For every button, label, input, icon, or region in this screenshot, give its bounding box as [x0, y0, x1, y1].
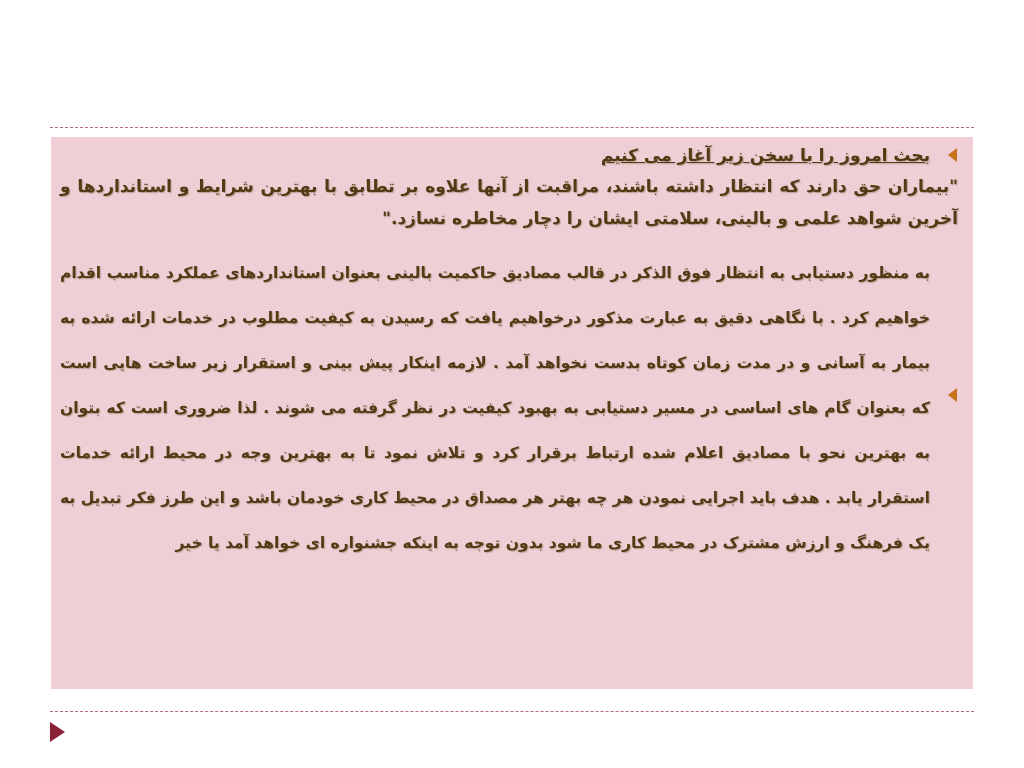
play-triangle-icon[interactable] [50, 722, 65, 742]
bullet-item-body [60, 251, 962, 566]
body-paragraph: به منظور دستیابی به انتظار فوق الذکر در قالب مصادیق حاکمیت بالینی بعنوان استانداردهای عملکرد مناسب اقدام خواهیم کرد . با نگاهی دقیق به عبارت مذکور درخواهیم یافت که رسیدن به کیفیت مطلوب در خدمات ارائه شده به بیمار به آسانی و در مدت زمان کوتاه بدست نخواهد آمد . لازمه اینکار پیش بینی و استقرار زیر ساخت هایی است که بعنوان گام های اساسی در مسیر دستیابی به بهبود کیفیت در نظر گرفته می شوند . لذا ضروری است که بتوان به بهترین نحو با مصادیق اعلام شده ارتباط برقرار کرد و تلاش نمود تا به بهترین وجه در محیط ارائه خدمات استقرار یابد . هدف باید اجرایی نمودن هر چه بهتر هر مصداق در محیط کاری خودمان باشد و این طرز فکر تبدیل به یک فرهنگ و ارزش مشترک در محیط کاری ما شود بدون توجه به اینکه جشنواره ای خواهد آمد یا خیر [60, 264, 930, 552]
top-divider [50, 127, 974, 128]
quote-text: "بیماران حق دارند که انتظار داشته باشند، مراقبت از آنها علاوه بر تطابق با بهترین شرایط و استانداردها و آخرین شواهد علمی و بالینی، سلامتی ایشان را دچار مخاطره نسازد." [60, 177, 958, 229]
bullet-item-heading [60, 141, 962, 235]
slide-body [60, 141, 962, 566]
triangle-bullet-icon [948, 148, 957, 162]
triangle-bullet-icon [948, 388, 957, 402]
bottom-divider [50, 711, 974, 712]
slide-heading: بحث امروز را با سخن زیر آغاز می کنیم [600, 146, 930, 166]
